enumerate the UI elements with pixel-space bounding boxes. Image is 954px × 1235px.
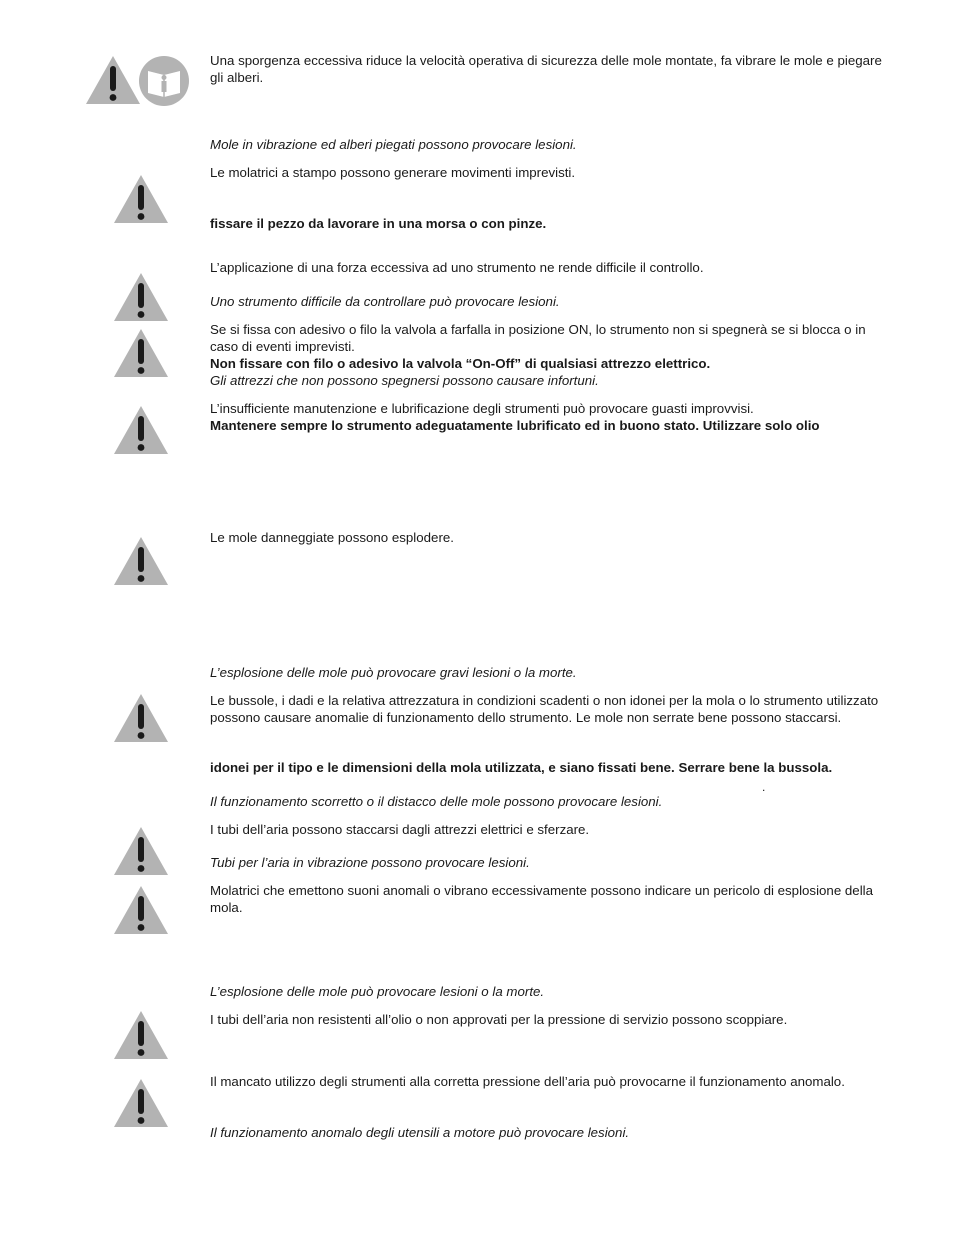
warning-consequence: Il funzionamento scorretto o il distacco delle mole possono provocare lesioni. [210,794,663,809]
warning-text: Il mancato utilizzo degli strumenti alla corretta pressione dell’aria può provocarne il funzionamento anomalo. [210,1074,845,1089]
warning-triangle-icon [112,825,170,877]
warning-triangle-icon [112,884,170,936]
warning-text: Le bussole, i dadi e la relativa attrezzatura in condizioni scadenti o non idonei per la mola o lo strumento utilizzato possono causare anomalie di funzionamento dello strumento. Le mole non serrate bene possono staccarsi. [210,693,879,725]
warning-consequence: Mole in vibrazione ed alberi piegati possono provocare lesioni. [210,137,577,152]
warning-triangle-icon [112,692,170,744]
warning-triangle-icon [112,173,170,225]
warning-text: Le molatrici a stampo possono generare movimenti imprevisti. [210,165,576,180]
warning-text: Le mole danneggiate possono esplodere. [210,530,454,545]
read-manual-icon [138,55,190,107]
warning-text: Se si fissa con adesivo o filo la valvola a farfalla in posizione ON, lo strumento non si spegnerà se si blocca o in caso di eventi imprevisti. [210,322,866,354]
warning-triangle-icon [84,54,142,106]
warning-text: Molatrici che emettono suoni anomali o vibrano eccessivamente possono indicare un pericolo di esplosione della mola. [210,883,874,915]
warning-triangle-icon [112,404,170,456]
warning-triangle-icon [112,1009,170,1061]
warning-instruction: fissare il pezzo da lavorare in una morsa o con pinze. [210,216,547,231]
warning-consequence: L’esplosione delle mole può provocare lesioni o la morte. [210,984,545,999]
warning-triangle-icon [112,327,170,379]
warning-text: L’insufficiente manutenzione e lubrificazione degli strumenti può provocare guasti improvvisi. [210,401,754,416]
warning-triangle-icon [112,271,170,323]
warning-text: I tubi dell’aria possono staccarsi dagli attrezzi elettrici e sferzare. [210,822,590,837]
warning-text: I tubi dell’aria non resistenti all’olio o non approvati per la pressione di servizio possono scoppiare. [210,1012,788,1027]
warning-triangle-icon [112,535,170,587]
warning-instruction: idonei per il tipo e le dimensioni della mola utilizzata, e siano fissati bene. Serrare bene la bussola. [210,760,833,775]
warning-text: Una sporgenza eccessiva riduce la velocità operativa di sicurezza delle mole montate, fa vibrare le mole e piegare gli alberi. [210,53,882,85]
warning-consequence: Gli attrezzi che non possono spegnersi possono causare infortuni. [210,373,599,388]
warning-consequence: Il funzionamento anomalo degli utensili a motore può provocare lesioni. [210,1125,630,1140]
stray-dot: . [762,780,766,794]
warning-triangle-icon [112,1077,170,1129]
warning-consequence: L’esplosione delle mole può provocare gravi lesioni o la morte. [210,665,577,680]
warning-instruction: Mantenere sempre lo strumento adeguatamente lubrificato ed in buono stato. Utilizzare solo olio [210,418,820,433]
warning-instruction: Non fissare con filo o adesivo la valvola “On-Off” di qualsiasi attrezzo elettrico. [210,356,711,371]
warning-consequence: Tubi per l’aria in vibrazione possono provocare lesioni. [210,855,530,870]
warning-text: L’applicazione di una forza eccessiva ad uno strumento ne rende difficile il controllo. [210,260,704,275]
warning-consequence: Uno strumento difficile da controllare può provocare lesioni. [210,294,560,309]
